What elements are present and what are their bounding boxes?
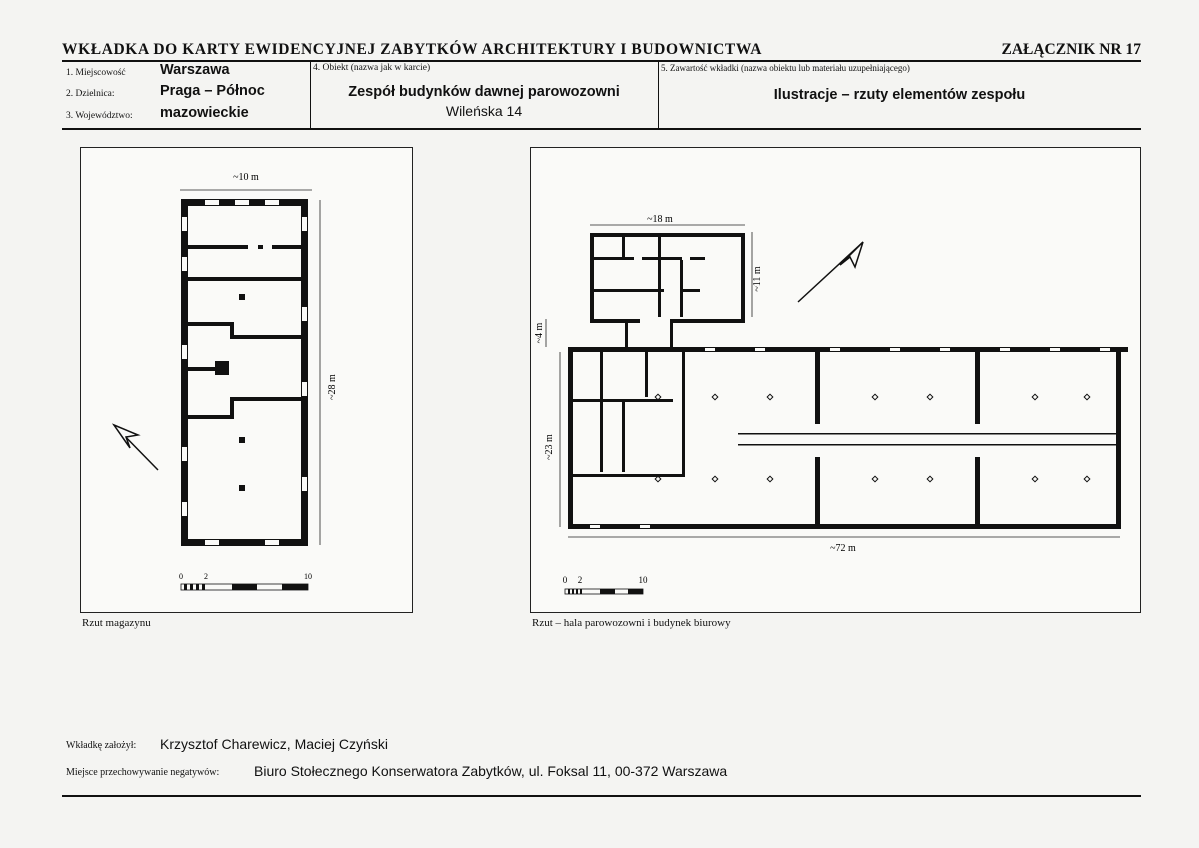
dim-top-label: ~18 m	[647, 214, 673, 225]
header-rule-bottom	[62, 128, 1141, 130]
dim-height-label: ~23 m	[544, 434, 555, 460]
storage-label: Miejsce przechowywanie negatywów:	[66, 767, 220, 778]
warehouse-plan	[80, 147, 413, 613]
dim-bottom-label: ~72 m	[830, 543, 856, 554]
content-value: Ilustracje – rzuty elementów zespołu	[773, 87, 1026, 103]
dim-side-label: ~11 m	[752, 266, 763, 292]
scale-label-0: 0	[179, 572, 183, 581]
scale-label-0: 0	[562, 575, 568, 585]
document-title: WKŁADKA DO KARTY EWIDENCYJNEJ ZABYTKÓW ARCHITEKTURY I BUDOWNICTWA	[62, 41, 763, 58]
scale-label-10: 10	[304, 572, 312, 581]
locality-value: Warszawa	[160, 62, 230, 78]
footer-rule	[62, 795, 1141, 797]
voivodeship-value: mazowieckie	[160, 105, 249, 121]
voivodeship-label: 3. Województwo:	[66, 111, 133, 121]
object-label: 4. Obiekt (nazwa jak w karcie)	[313, 63, 431, 73]
founded-label: Wkładkę założył:	[66, 740, 137, 751]
content-label: 5. Zawartość wkładki (nazwa obiektu lub materiału uzupełniającego)	[661, 63, 910, 73]
dim-length-label: ~28 m	[327, 374, 338, 400]
locality-label: 1. Miejscowość	[66, 68, 126, 78]
storage-value: Biuro Stołecznego Konserwatora Zabytków, ul. Foksal 11, 00-372 Warszawa	[254, 763, 728, 779]
object-name: Zespół budynków dawnej parowozowni	[348, 84, 620, 100]
district-label: 2. Dzielnica:	[66, 89, 115, 99]
dim-width-label: ~10 m	[233, 172, 259, 183]
scale-label-2: 2	[204, 572, 208, 581]
warehouse-caption: Rzut magazynu	[82, 617, 151, 629]
hall-caption: Rzut – hala parowozowni i budynek biurowy	[532, 617, 731, 629]
founded-value: Krzysztof Charewicz, Maciej Czyński	[160, 736, 388, 752]
scale-label-10: 10	[638, 575, 648, 585]
hall-plan	[530, 147, 1141, 613]
annex-number: ZAŁĄCZNIK NR 17	[1001, 41, 1141, 58]
district-value: Praga – Północ	[160, 83, 265, 99]
object-address: Wileńska 14	[445, 103, 523, 119]
dim-small-label: ~4 m	[534, 322, 545, 344]
scale-label-2: 2	[577, 575, 583, 585]
